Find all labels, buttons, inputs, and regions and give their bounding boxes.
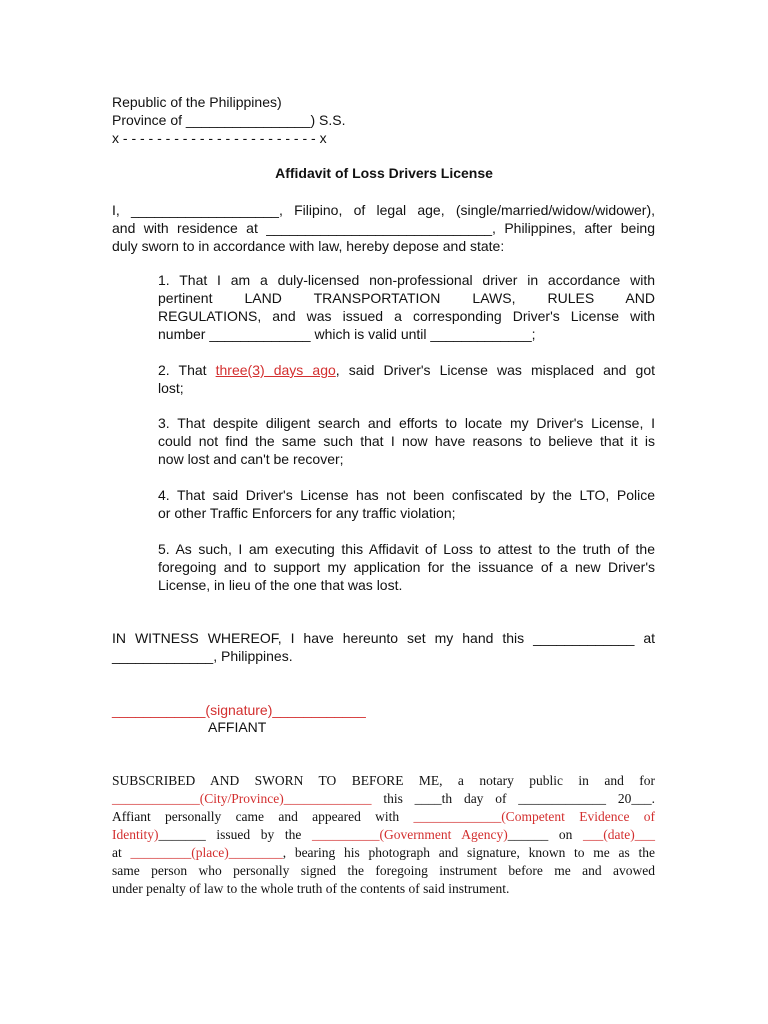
jurat-date-text: this ____th day of _____________ 20___. [371, 791, 655, 806]
intro-line-2: and with residence at _____________________________, Philippines, after being [112, 220, 655, 236]
document-title: Affidavit of Loss Drivers License [275, 165, 493, 181]
jurat-line-6: same person who personally signed the foregoing instrument before me and avowed [112, 863, 655, 878]
city-province-blank: _____________(City/Province)_____________ [112, 791, 372, 806]
date-blank: ___(date)___ [583, 827, 655, 842]
bearing-text: , bearing his photograph and signature, known to me as the [282, 845, 655, 860]
item-3-line-2: could not find the same such that I now have reasons to believe that it is [158, 433, 655, 449]
item-1-line-2: pertinent LAND TRANSPORTATION LAWS, RULES AND [158, 290, 655, 306]
intro-line-3: duly sworn to in accordance with law, hereby depose and state: [112, 238, 505, 254]
intro-paragraph [112, 201, 655, 255]
item-2-prefix: 2. That [158, 362, 216, 378]
affiant-label: AFFIANT [208, 719, 267, 735]
evidence-blank: _____________(Competent Evidence of [413, 809, 655, 824]
place-blank: _________(place)________ [130, 845, 283, 860]
identity-blank: Identity) [112, 827, 159, 842]
item-5-line-3: License, in lieu of the one that was lost. [158, 577, 403, 593]
header-separator: x - - - - - - - - - - - - - - - - - - - - - - - x [112, 130, 327, 146]
item-1-line-1: 1. That I am a duly-licensed non-professional driver in accordance with [158, 272, 655, 288]
jurat-line-7: under penalty of law to the whole truth of the contents of said instrument. [112, 881, 510, 896]
issued-by-text: _______ issued by the [158, 827, 312, 842]
item-2-suffix: , said Driver's License was misplaced and got [335, 362, 655, 378]
header-province: Province of ________________) S.S. [112, 112, 346, 128]
header-republic: Republic of the Philippines) [112, 94, 282, 110]
item-3-line-3: now lost and can't be recover; [158, 451, 344, 467]
item-2-line-1 [158, 361, 655, 379]
item-5-line-2: foregoing and to support my application for the issuance of a new Driver's [158, 559, 655, 575]
item-1-line-4: number _____________ which is valid until _____________; [158, 326, 536, 342]
at-text: at [112, 845, 131, 860]
intro-line-1: I, ___________________, Filipino, of legal age, (single/married/widow/widower), [112, 202, 655, 218]
agency-blank: __________(Government Agency) [311, 827, 508, 842]
item-5 [158, 540, 655, 594]
on-text: ______ on [507, 827, 584, 842]
item-1-line-3: REGULATIONS, and was issued a corresponding Driver's License with [158, 308, 655, 324]
item-5-line-1: 5. As such, I am executing this Affidavit of Loss to attest to the truth of the [158, 541, 655, 557]
item-3-line-1: 3. That despite diligent search and efforts to locate my Driver's License, I [158, 415, 655, 431]
item-2 [158, 361, 655, 397]
jurat-line-4 [112, 826, 655, 844]
jurat-line-1: SUBSCRIBED AND SWORN TO BEFORE ME, a notary public in and for [112, 773, 655, 788]
item-2-line-2: lost; [158, 380, 184, 396]
item-4-line-2: or other Traffic Enforcers for any traffic violation; [158, 505, 456, 521]
witness-line-1: IN WITNESS WHEREOF, I have hereunto set my hand this _____________ at [112, 630, 655, 646]
signature-line: ____________(signature)____________ [112, 702, 366, 718]
jurat-line-2 [112, 790, 655, 808]
item-4 [158, 486, 655, 522]
witness-paragraph [112, 629, 655, 665]
jurat-paragraph [112, 772, 655, 898]
jurat-appeared-text: Affiant personally came and appeared with [112, 809, 414, 824]
jurat-line-3 [112, 808, 655, 826]
item-4-line-1: 4. That said Driver's License has not been confiscated by the LTO, Police [158, 487, 655, 503]
jurat-line-5 [112, 844, 655, 862]
witness-line-2: _____________, Philippines. [112, 648, 293, 664]
item-1 [158, 271, 655, 343]
item-3 [158, 414, 655, 468]
item-2-highlight: three(3) days ago [215, 362, 336, 378]
